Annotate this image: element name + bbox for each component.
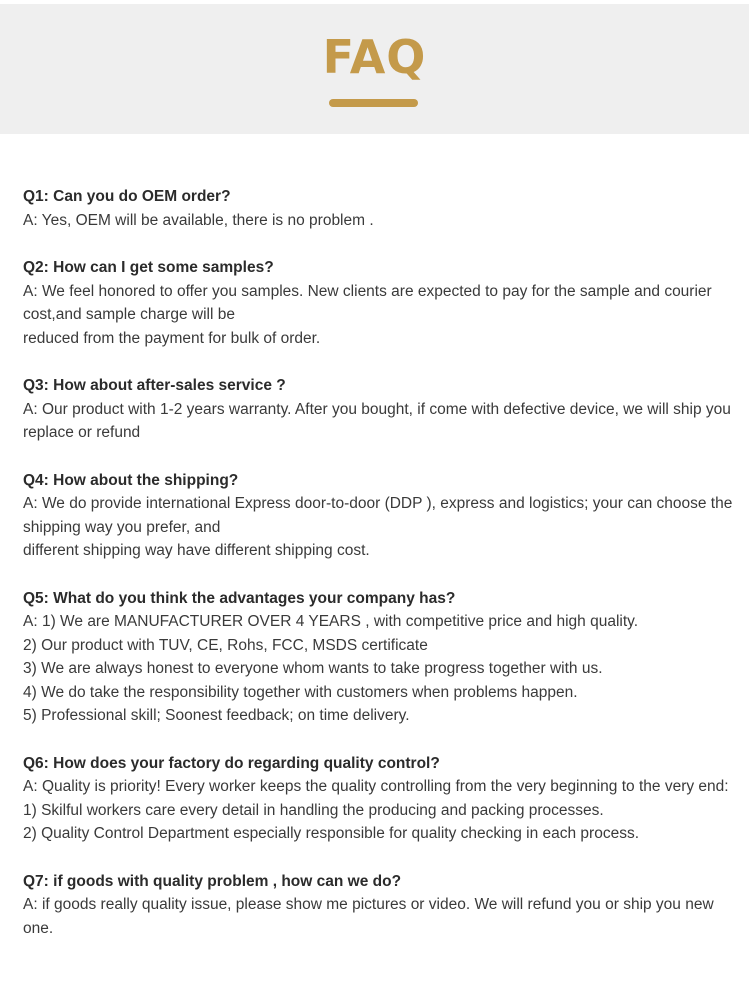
faq-answer-line: different shipping way have different shipping cost. [23, 542, 370, 559]
faq-answer-line: 2) Quality Control Department especially responsible for quality checking in each process. [23, 825, 639, 842]
faq-question: Q6: How does your factory do regarding quality control? [23, 754, 440, 772]
faq-item [23, 587, 735, 728]
faq-question: Q1: Can you do OEM order? [23, 188, 231, 205]
faq-question: Q2: How can I get some samples? [23, 259, 274, 276]
faq-answer-line: A: 1) We are MANUFACTURER OVER 4 YEARS , with competitive price and high quality. [23, 613, 639, 630]
faq-answer-line: 2) Our product with TUV, CE, Rohs, FCC, MSDS certificate [23, 636, 428, 654]
page-title: FAQ [322, 30, 427, 84]
faq-answer-line: A: We feel honored to offer you samples. New clients are expected to pay for the sample and courier cost,and sample charge will be [23, 282, 712, 323]
faq-answer-line: 3) We are always honest to everyone whom wants to take progress together with us. [23, 660, 603, 677]
faq-answer-line: 4) We do take the responsibility together with customers when problems happen. [23, 683, 578, 701]
faq-item [23, 752, 735, 846]
faq-answer-line: A: Yes, OEM will be available, there is no problem . [23, 211, 374, 229]
faq-answer-line: A: if goods really quality issue, please show me pictures or video. We will refund you or ship you new one. [23, 896, 714, 937]
faq-answer-line: A: Quality is priority! Every worker keeps the quality controlling from the very beginning to the very end: [23, 778, 729, 795]
faq-question: Q5: What do you think the advantages your company has? [23, 589, 456, 607]
faq-answer-line: 5) Professional skill; Soonest feedback; on time delivery. [23, 707, 410, 724]
faq-item [23, 256, 735, 350]
faq-answer-line: A: We do provide international Express door-to-door (DDP ), express and logistics; your can choose the shipping way you prefer, and [23, 495, 733, 536]
faq-answer-line: A: Our product with 1-2 years warranty. After you bought, if come with defective device, we will ship you replace or refund [23, 400, 731, 441]
faq-list [23, 185, 735, 964]
title-underline [329, 99, 418, 107]
faq-question: Q7: if goods with quality problem , how can we do? [23, 872, 402, 890]
faq-item [23, 185, 735, 232]
faq-item [23, 469, 735, 563]
faq-question: Q4: How about the shipping? [23, 471, 239, 489]
faq-item [23, 870, 735, 941]
faq-item [23, 374, 735, 445]
faq-answer-line: 1) Skilful workers care every detail in handling the producing and packing processes. [23, 801, 604, 819]
faq-question: Q3: How about after-sales service ? [23, 377, 286, 394]
faq-answer-line: reduced from the payment for bulk of order. [23, 329, 321, 347]
